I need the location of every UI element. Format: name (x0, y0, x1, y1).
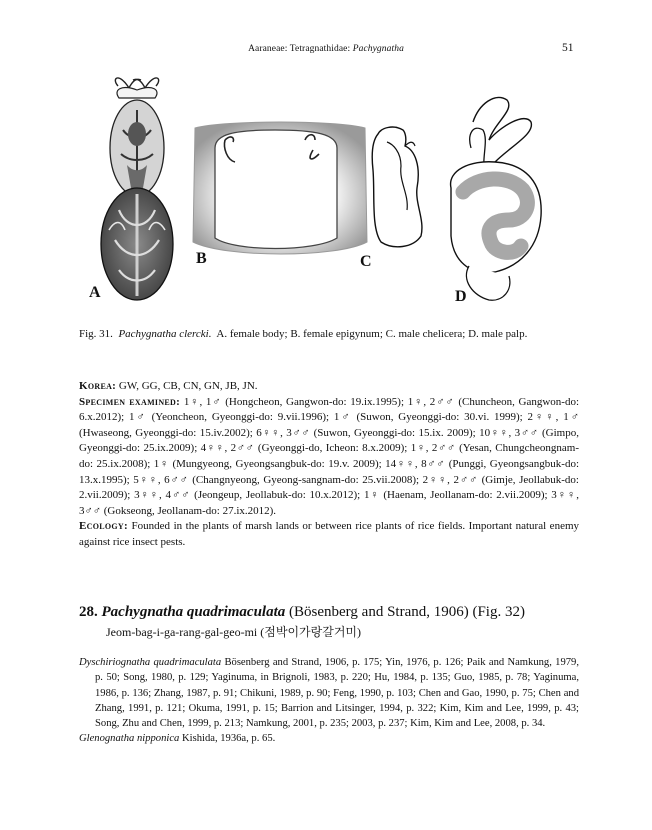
ecology-label: Ecology: (79, 520, 128, 533)
korea-text: GW, GG, CB, CN, GN, JB, JN. (118, 380, 258, 392)
figure-caption (79, 327, 589, 341)
panel-label-c: C (360, 253, 372, 270)
synonymy-list (79, 655, 579, 747)
korea-paragraph (79, 379, 579, 395)
specimens-paragraph (79, 395, 579, 520)
panel-label-b: B (196, 250, 207, 267)
species-heading (79, 603, 599, 621)
running-head (0, 44, 652, 54)
caption-number: Fig. 31. (79, 328, 113, 340)
synonymy-entry (79, 731, 579, 746)
synonymy-entry (79, 655, 579, 731)
figure-illustrations (75, 70, 585, 315)
running-head-prefix: Aaraneae: Tetragnathidae: (248, 44, 353, 54)
specimens-label: Specimen examined: (79, 395, 181, 408)
caption-text: A. female body; B. female epigynum; C. male chelicera; D. male palp. (216, 328, 528, 340)
species-number: 28. (79, 604, 98, 620)
specimens-text: 1♀, 1♂ (Hongcheon, Gangwon-do: 19.ix.1995); 1♀, 2♂♂ (Chuncheon, Gangwon-do: 6.x.2012); 1♂ (Yeoncheon, Gyeonggi-do: 9.vii.1996); 1♂ (Suwon, Gyeonggi-do: 30.vi. 1999); 2♀♀, 1♂ (Hwaseong, Gyeonggi-do: 15.iv.2002); 6♀♀, 3♂♂ (Suwon, Gyeonggi-do: 15.ix. 2009); 10♀♀, 3♂♂ (Gimpo, Gyeonggi-do: 25.ix.2009); 4♀♀, 2♂♂ (Gyeonggi-do, Icheon: 8.x.2009); 1♀, 2♂♂ (Yesan, Chungcheongnam-do: 25.ix.2008); 1♀ (Mungyeong, Gyeongsangbuk-do: 19.v. 2009); 14♀♀, 8♂♂ (Punggi, Gyeongsangbuk-do: 13.x.1995); 5♀♀, 6♂♂ (Changnyeong, Gyeong-sangnam-do: 25.vii.2008); 2♀♀, 2♂♂ (Gimje, Jeollabuk-do: 2.vii.2009); 3♀♀, 4♂♂ (Jeongeup, Jeollabuk-do: 10.x.2012); 1♀ (Haenam, Jeollanam-do: 2.vii.2009); 3♀♀, 3♂♂ (Gokseong, Jeollanam-do: 27.ix.2012). (79, 395, 580, 517)
male-palp-drawing (451, 97, 542, 300)
panel-label-a: A (89, 284, 101, 301)
female-body-drawing (101, 78, 173, 300)
ecology-text: Founded in the plants of marsh lands or between rice plants of rice fields. Important natural enemy against rice insect pests. (79, 520, 580, 548)
running-head-genus: Pachygnatha (352, 44, 404, 54)
synonym-name: Dyschiriognatha quadrimaculata (79, 657, 222, 668)
species-authority: (Bösenberg and Strand, 1906) (Fig. 32) (285, 604, 525, 620)
species-korean-name: Jeom-bag-i-ga-rang-gal-geo-mi (점박이가랑갈거미) (106, 625, 361, 639)
record-section (79, 379, 579, 551)
ecology-paragraph (79, 519, 579, 550)
korea-label: Korea: (79, 380, 117, 392)
panel-label-d: D (455, 288, 467, 305)
synonym-references: Kishida, 1936a, p. 65. (179, 733, 276, 745)
male-chelicera-drawing (372, 127, 422, 247)
synonym-references: Bösenberg and Strand, 1906, p. 175; Yin, 1976, p. 126; Paik and Namkung, 1979, p. 50; Song, 1980, p. 129; Yaginuma, in Brignoli, 1983, p. 220; Hu, 1984, p. 135; Guo, 1985, p. 78; Yaginuma, 1986, p. 136; Zhang, 1987, p. 91; Chikuni, 1989, p. 90; Feng, 1990, p. 103; Chen and Gao, 1990, p. 75; Chen and Zhang, 1991, p. 121; Okuma, 1991, p. 15; Barrion and Litsinger, 1994, p. 322; Kim, Kim and Lee, 1999, p. 43; Song, Zhu and Chen, 1999, p. 213; Namkung, 2001, p. 235; 2003, p. 237; Kim, Kim and Lee, 2008, p. 34. (95, 657, 579, 730)
page-number: 51 (562, 42, 574, 54)
figure-31 (75, 70, 585, 315)
caption-species: Pachygnatha clercki. (118, 328, 212, 340)
species-binomial: Pachygnatha quadrimaculata (101, 604, 286, 620)
female-epigynum-drawing (193, 122, 367, 254)
synonym-name: Glenognatha nipponica (79, 733, 180, 745)
